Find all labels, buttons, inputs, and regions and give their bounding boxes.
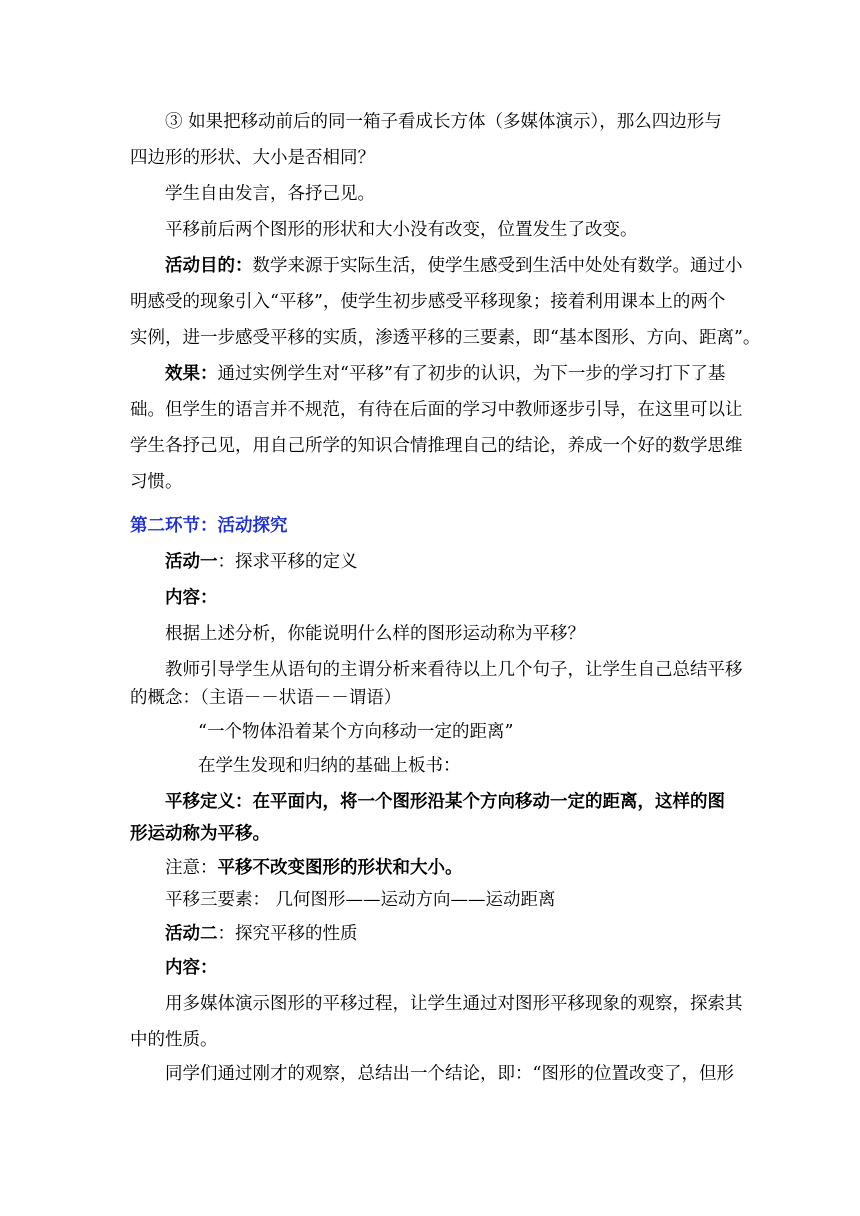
text-run: 数学来源于实际生活，使学生感受到生活中处处有数学。通过小 — [252, 256, 743, 276]
text-run: 的概念：（主语－－状语－－谓语） — [130, 688, 402, 708]
line-11 — [130, 470, 750, 494]
line-9 — [130, 398, 750, 422]
section-heading — [130, 514, 750, 538]
text-run: 注意： — [165, 858, 218, 878]
line-16 — [165, 658, 785, 682]
text-run: 学生各抒己见，用自己所学的知识合情推理自己的结论，养成一个好的数学思维 — [130, 436, 743, 456]
bold-text: 效果： — [165, 364, 218, 384]
line-3 — [165, 182, 785, 206]
line-15 — [165, 622, 785, 646]
text-run: ③ 如果把移动前后的同一箱子看成长方体（多媒体演示），那么四边形与 — [165, 112, 722, 132]
definition-line-1 — [165, 790, 785, 814]
text-run: “一个物体沿着某个方向移动一定的距离” — [198, 722, 514, 742]
line-23 — [165, 888, 785, 912]
heading-text: 第二环节：活动探究 — [130, 516, 288, 536]
text-run: 同学们通过刚才的观察，总结出一个结论，即：“图形的位置改变了，但形 — [165, 1064, 734, 1084]
line-14 — [165, 586, 785, 610]
line-22 — [165, 856, 785, 880]
bold-text: 平移不改变图形的形状和大小。 — [217, 858, 463, 878]
text-run: 用多媒体演示图形的平移过程，让学生通过对图形平移现象的观察，探索其 — [165, 994, 743, 1014]
bold-text: 活动二 — [165, 924, 218, 944]
text-run: 平移前后两个图形的形状和大小没有改变，位置发生了改变。 — [165, 220, 638, 240]
line-25 — [165, 956, 785, 980]
line-19 — [198, 754, 818, 778]
bold-text: 活动目的： — [165, 256, 253, 276]
text-run: ：探究平移的性质 — [217, 924, 358, 944]
text-run: 学生自由发言，各抒己见。 — [165, 184, 375, 204]
line-1 — [165, 110, 785, 134]
line-27 — [130, 1028, 750, 1052]
text-run: 通过实例学生对“平移”有了初步的认识，为下一步的学习打下了基 — [217, 364, 726, 384]
line-13 — [165, 550, 785, 574]
line-18 — [198, 720, 818, 744]
text-run: 中的性质。 — [130, 1030, 218, 1050]
line-8 — [165, 362, 785, 386]
bold-text: 平移定义：在平面内，将一个图形沿某个方向移动一定的距离，这样的图 — [165, 792, 725, 812]
line-5 — [165, 254, 785, 278]
text-run: 习惯。 — [130, 472, 183, 492]
line-17 — [130, 686, 750, 710]
line-2 — [130, 146, 750, 170]
line-26 — [165, 992, 785, 1016]
text-run: ：探求平移的定义 — [217, 552, 358, 572]
definition-line-2 — [130, 822, 750, 846]
text-run: 在学生发现和归纳的基础上板书： — [198, 756, 461, 776]
line-6 — [130, 290, 750, 314]
line-4 — [165, 218, 785, 242]
bold-text: 活动一 — [165, 552, 218, 572]
bold-text: 形运动称为平移。 — [130, 824, 270, 844]
text-run: 根据上述分析，你能说明什么样的图形运动称为平移？ — [165, 624, 585, 644]
text-run: 教师引导学生从语句的主谓分析来看待以上几个句子，让学生自己总结平移 — [165, 660, 743, 680]
bold-text: 内容： — [165, 958, 218, 978]
line-7 — [130, 326, 761, 350]
line-10 — [130, 434, 750, 458]
text-run: 平移三要素： 几何图形——运动方向——运动距离 — [165, 890, 556, 910]
text-run: 实例，进一步感受平移的实质，渗透平移的三要素，即“基本图形、方向、距离”。 — [130, 328, 761, 348]
text-run: 明感受的现象引入“平移”，使学生初步感受平移现象；接着利用课本上的两个 — [130, 292, 726, 312]
text-run: 础。但学生的语言并不规范，有待在后面的学习中教师逐步引导，在这里可以让 — [130, 400, 743, 420]
text-run: 四边形的形状、大小是否相同？ — [130, 148, 375, 168]
line-28 — [165, 1062, 785, 1086]
line-24 — [165, 922, 785, 946]
bold-text: 内容： — [165, 588, 218, 608]
